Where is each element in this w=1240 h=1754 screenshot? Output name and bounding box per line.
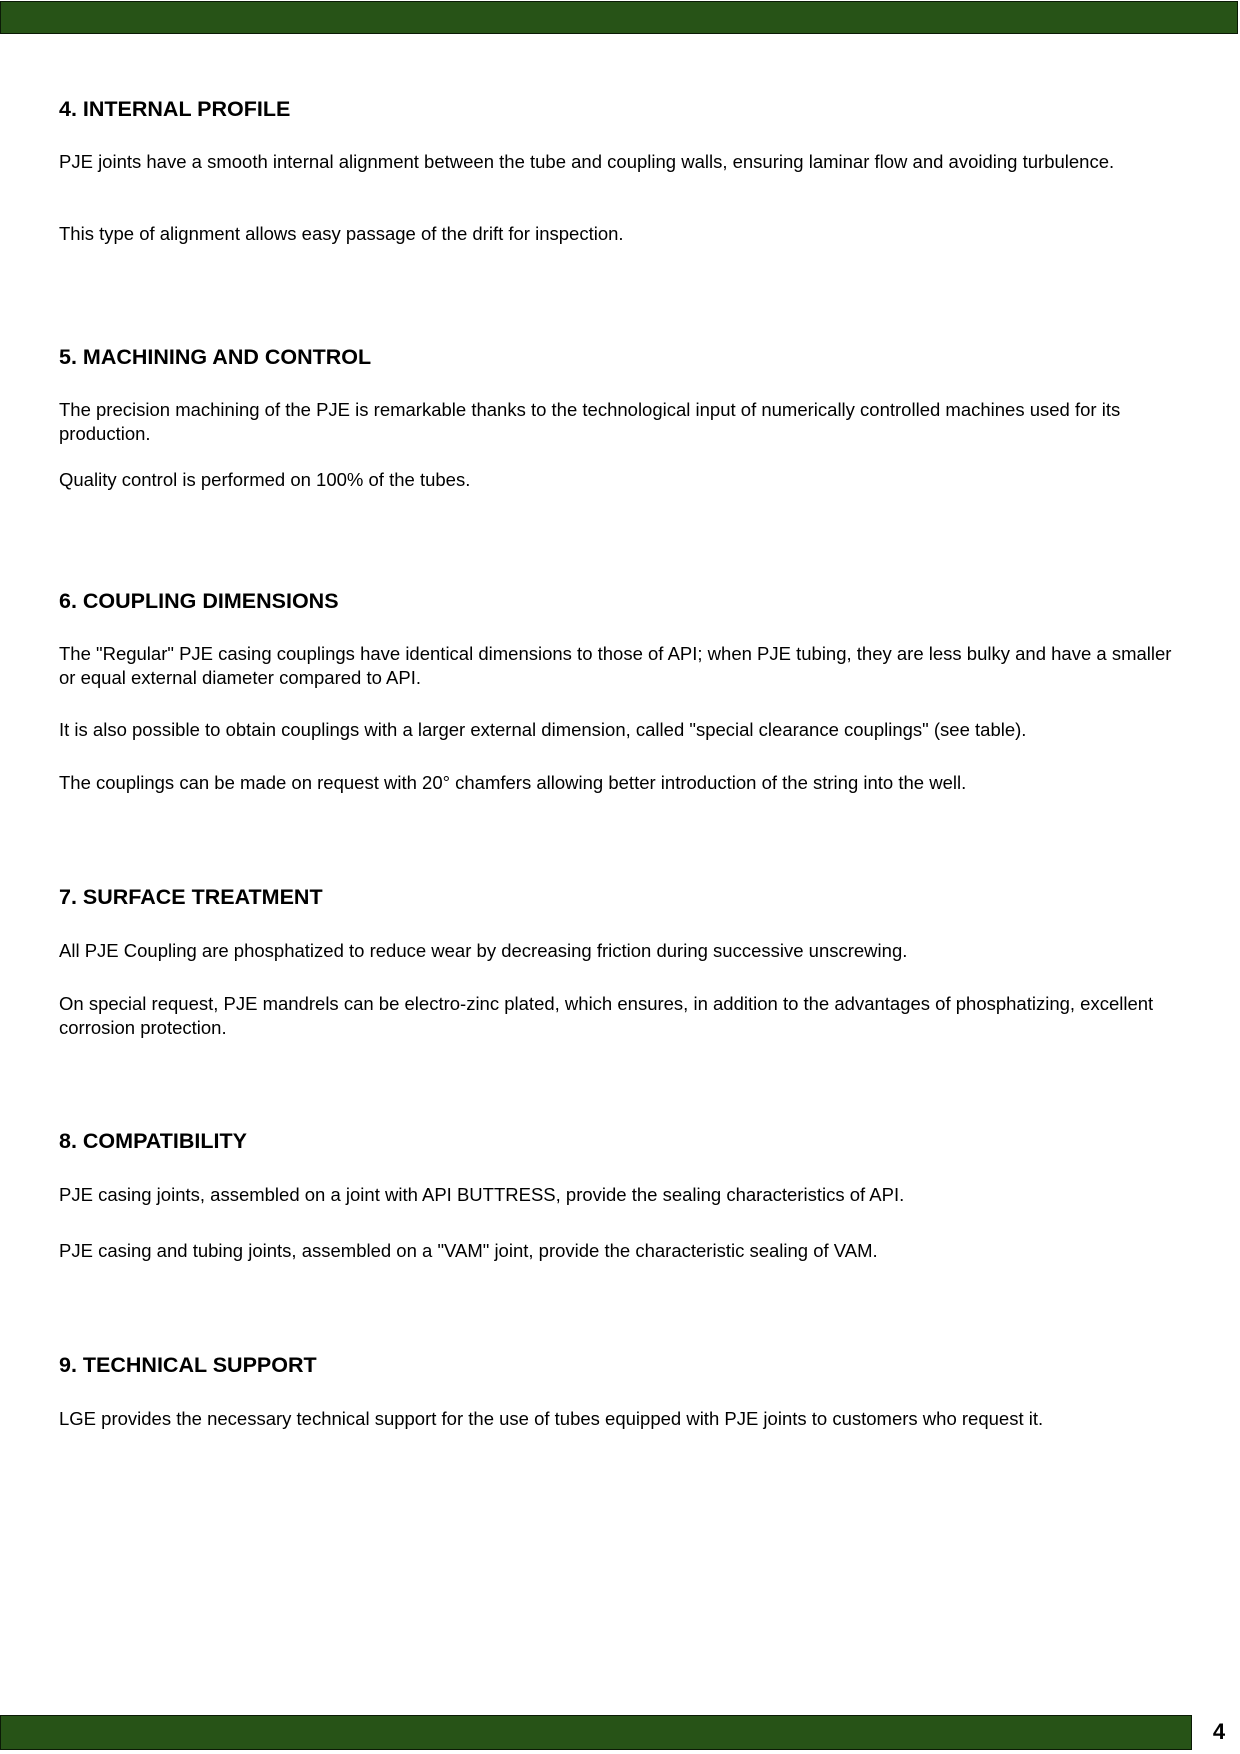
section-paragraph: All PJE Coupling are phosphatized to reduce wear by decreasing friction during successive unscrewing. <box>59 940 908 961</box>
section-paragraph: This type of alignment allows easy passage of the drift for inspection. <box>59 223 624 244</box>
section-heading: 7. SURFACE TREATMENT <box>59 885 323 909</box>
section-paragraph: On special request, PJE mandrels can be electro-zinc plated, which ensures, in addition to the advantages of phosphatizing, excellent corrosion protection. <box>59 993 1154 1038</box>
section-paragraph: PJE joints have a smooth internal alignment between the tube and coupling walls, ensuring laminar flow and avoiding turbulence. <box>59 151 1115 172</box>
section-paragraph: PJE casing and tubing joints, assembled on a "VAM" joint, provide the characteristic sealing of VAM. <box>59 1240 878 1261</box>
section-paragraph: LGE provides the necessary technical support for the use of tubes equipped with PJE joints to customers who request it. <box>59 1408 1044 1429</box>
section-paragraph: It is also possible to obtain couplings with a larger external dimension, called "special clearance couplings" (see table). <box>59 719 1027 740</box>
section-paragraph: The precision machining of the PJE is remarkable thanks to the technological input of numerically controlled machines used for its production. <box>59 399 1121 444</box>
section-internal-profile <box>59 96 1184 244</box>
section-heading: 9. TECHNICAL SUPPORT <box>59 1353 317 1377</box>
footer-bar <box>0 1715 1192 1750</box>
section-heading: 5. MACHINING AND CONTROL <box>59 345 372 369</box>
section-paragraph: PJE casing joints, assembled on a joint with API BUTTRESS, provide the sealing characteristics of API. <box>59 1184 905 1205</box>
section-paragraph: Quality control is performed on 100% of the tubes. <box>59 469 471 490</box>
page-number: 4 <box>1212 1719 1226 1744</box>
section-heading: 4. INTERNAL PROFILE <box>59 97 291 121</box>
header-bar <box>0 1 1238 34</box>
section-technical-support <box>59 1352 1184 1429</box>
section-paragraph: The couplings can be made on request with 20° chamfers allowing better introduction of the string into the well. <box>59 772 967 793</box>
section-coupling-dimensions <box>59 588 1184 793</box>
section-heading: 6. COUPLING DIMENSIONS <box>59 589 339 613</box>
section-surface-treatment <box>59 884 1184 1038</box>
section-paragraph: The "Regular" PJE casing couplings have identical dimensions to those of API; when PJE tubing, they are less bulky and have a smaller or equal external diameter compared to API. <box>59 643 1172 688</box>
section-heading: 8. COMPATIBILITY <box>59 1129 247 1153</box>
section-compatibility <box>59 1128 1184 1261</box>
section-machining-and-control <box>59 344 1184 490</box>
